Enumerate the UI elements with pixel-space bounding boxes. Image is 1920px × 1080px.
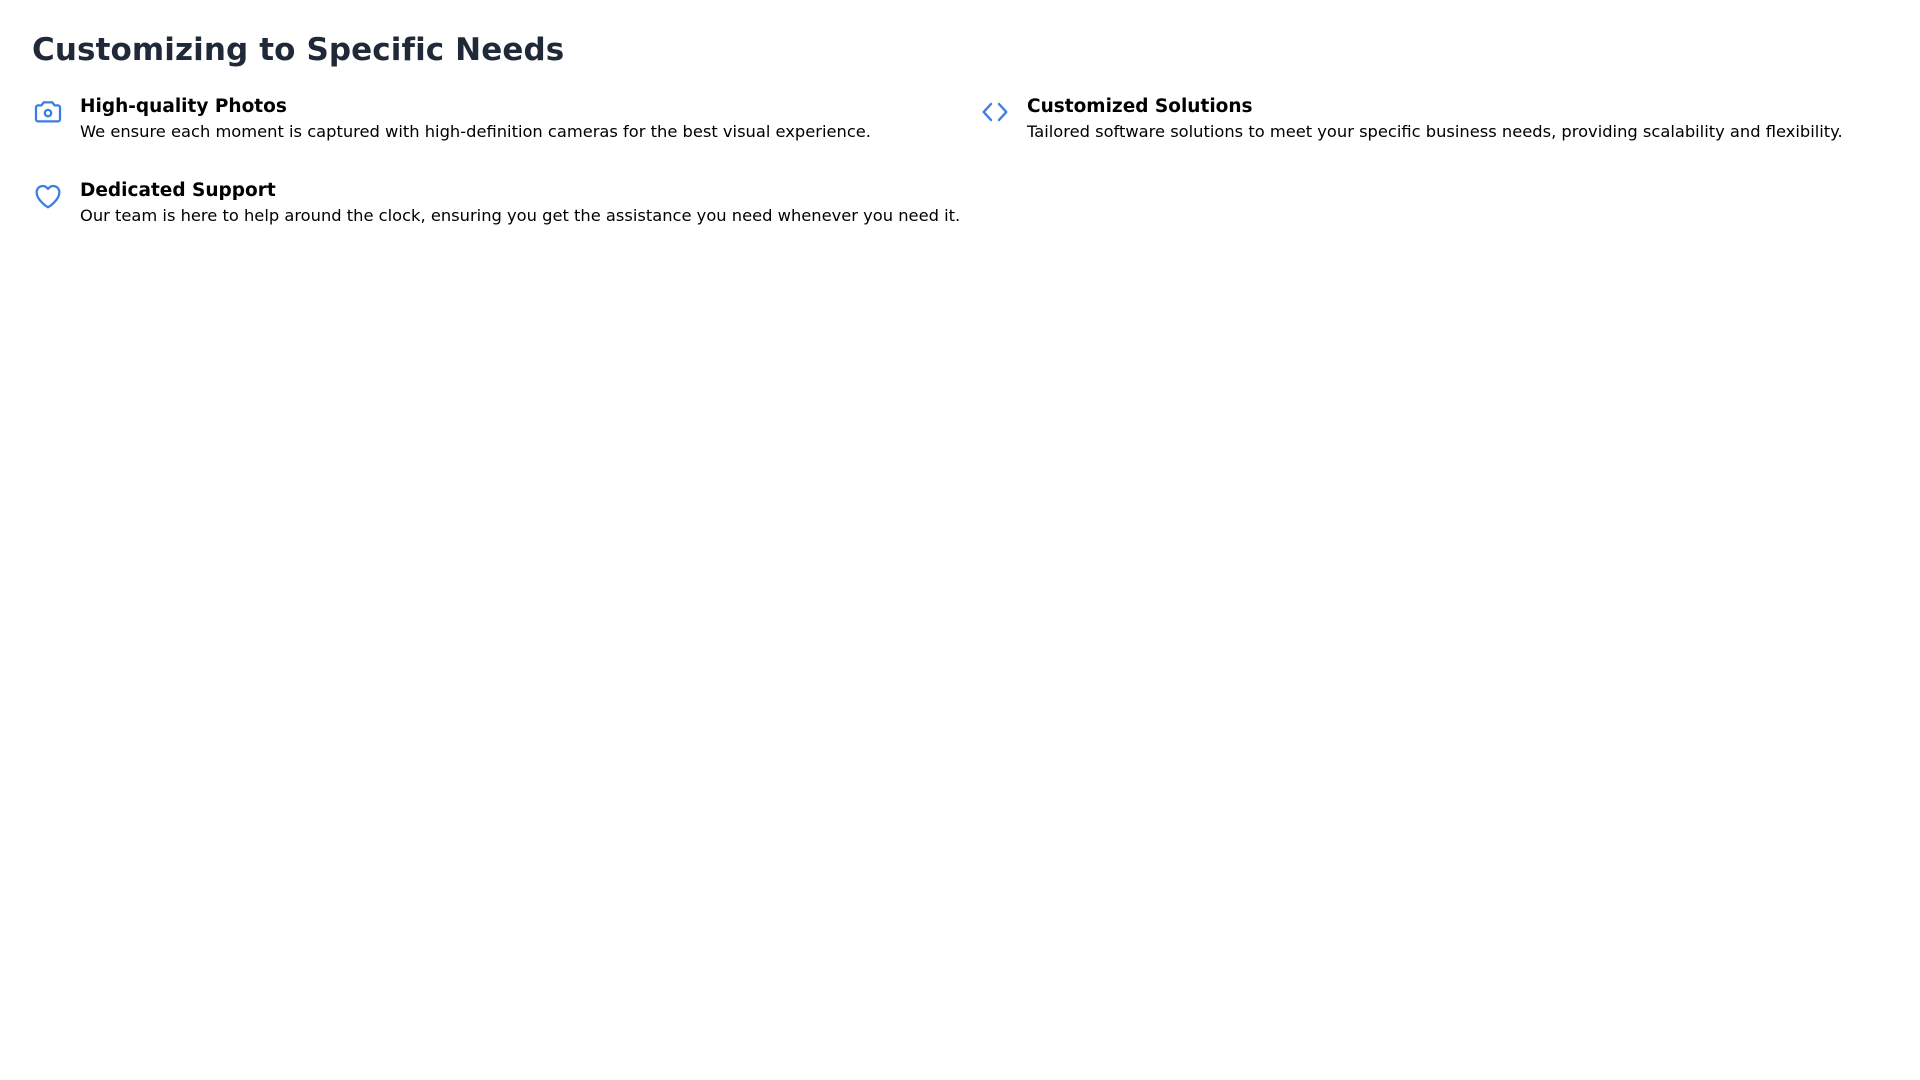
heart-icon — [32, 180, 64, 212]
feature-description: Our team is here to help around the clock, ensuring you get the assistance you need whenever you need it. — [80, 206, 961, 225]
code-icon — [979, 96, 1011, 128]
feature-grid — [32, 96, 1879, 226]
feature-description: Tailored software solutions to meet your specific business needs, providing scalability and flexibility. — [1027, 122, 1843, 141]
feature-title: High-quality Photos — [80, 96, 287, 117]
page-title: Customizing to Specific Needs — [32, 32, 565, 68]
camera-icon — [32, 96, 64, 128]
feature-item-dedicated-support — [32, 180, 979, 226]
feature-title: Dedicated Support — [80, 180, 276, 201]
feature-description: We ensure each moment is captured with high-definition cameras for the best visual experience. — [80, 122, 871, 141]
feature-item-high-quality-photos — [32, 96, 979, 142]
feature-item-customized-solutions — [979, 96, 1879, 142]
feature-title: Customized Solutions — [1027, 96, 1253, 117]
